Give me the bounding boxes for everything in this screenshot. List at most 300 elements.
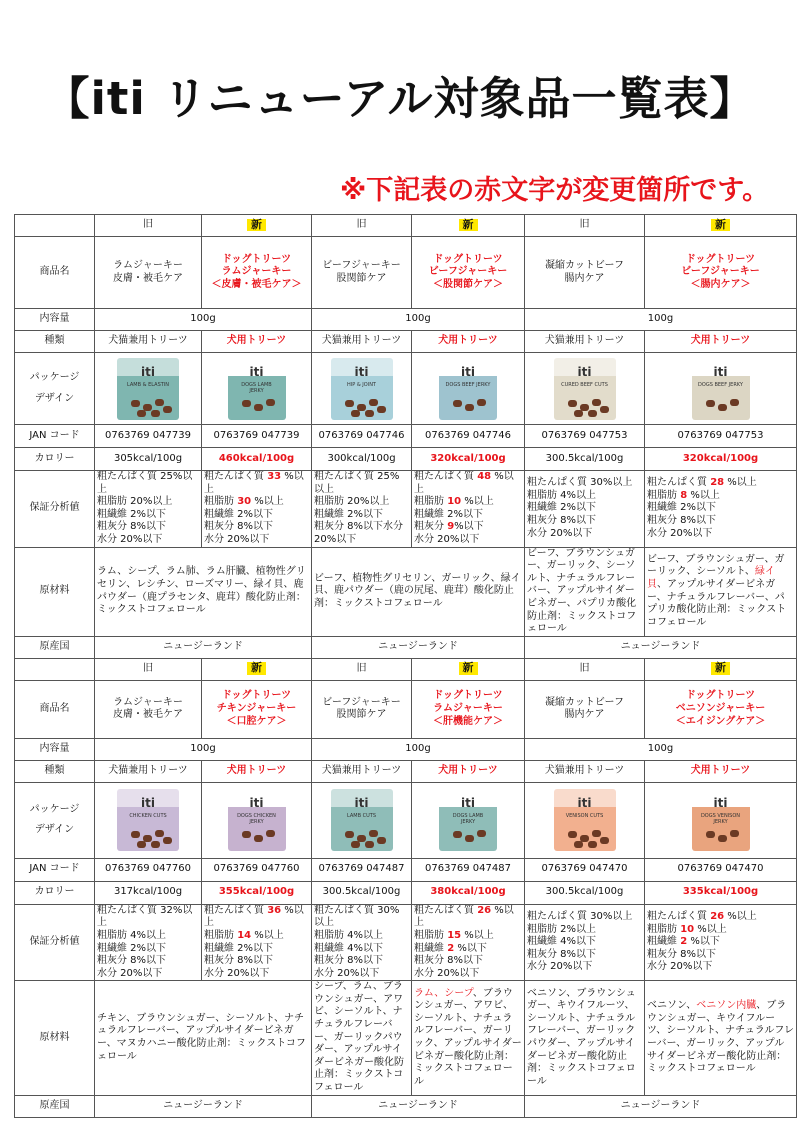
new-product-name <box>645 237 797 309</box>
package-image <box>692 358 750 420</box>
cell-text: ドッグトリーツ <box>433 253 503 265</box>
cell-text: ラムジャーキー <box>221 266 292 278</box>
cell-text: ラムジャーキー <box>113 259 183 271</box>
cell-text: 粗脂肪 20%以上 <box>97 496 173 508</box>
cell-text: 粗灰分 8%以下 <box>314 955 384 967</box>
cell-text: 粗脂肪 <box>647 489 681 501</box>
table-row <box>15 904 797 981</box>
old-analysis <box>525 904 645 981</box>
cell-text: 300.5kcal/100g <box>545 886 624 898</box>
table-row <box>15 1095 797 1117</box>
package-image <box>117 789 179 851</box>
cell-text: 犬猫兼用トリーツ <box>544 764 625 776</box>
cell-text: ベニソンジャーキー <box>675 702 766 714</box>
old-type <box>312 331 412 353</box>
new-calorie <box>202 881 312 904</box>
cell-text: 14 <box>237 929 252 941</box>
table-row <box>15 782 797 858</box>
new-tag: 新 <box>247 219 266 232</box>
cell-text: 300.5kcal/100g <box>545 452 624 464</box>
cell-text: ビーフジャーキー <box>322 259 401 271</box>
cell-text: 粗灰分 <box>414 521 448 533</box>
cell-text: 犬猫兼用トリーツ <box>108 335 188 347</box>
cell-text: ニュージーランド <box>620 1099 701 1111</box>
table-row <box>15 331 797 353</box>
cell-text: 粗繊維 4%以下 <box>527 936 597 948</box>
header-new <box>412 215 525 237</box>
cell-text: 100g <box>190 313 216 325</box>
table-row <box>15 471 797 548</box>
cell-text: %以上 <box>414 471 514 495</box>
cell-text: 0763769 047746 <box>318 429 405 441</box>
cell-text: 水分 20%以下 <box>204 967 270 979</box>
old-type <box>95 331 202 353</box>
cell-text: 種類 <box>44 335 65 347</box>
cell-text: 36 <box>267 904 282 916</box>
cell-text: 粗繊維 4%以下 <box>314 942 384 954</box>
header-new <box>412 658 525 680</box>
cell-text: ドッグトリーツ <box>685 253 756 265</box>
cell-text: 380kcal/100g <box>430 886 506 898</box>
old-type <box>95 760 202 782</box>
header-blank <box>15 215 95 237</box>
cell-text: 犬用トリーツ <box>690 335 751 347</box>
old-jan <box>525 858 645 881</box>
cell-text: 粗繊維 2%以下 <box>527 502 597 514</box>
cell-text: 原材料 <box>39 1031 70 1043</box>
cell-text: 水分 20%以下 <box>647 527 713 539</box>
cell-text: 100g <box>647 742 674 754</box>
table-row <box>15 738 797 760</box>
iti-logo: iti <box>713 364 728 379</box>
old-type <box>525 331 645 353</box>
cell-text: 腸内ケア <box>564 709 605 721</box>
cell-text: 粗たんぱく質 30%以上 <box>314 904 400 929</box>
cell-text: ニュージーランド <box>163 1099 243 1111</box>
cell-text: %以上 <box>251 929 284 941</box>
label-ingredients <box>15 981 95 1095</box>
package-label: DOGS VENISON JERKY <box>700 813 741 826</box>
cell-text: 粗灰分 8%以下 <box>97 955 167 967</box>
origin <box>525 636 797 658</box>
cell-text: 粗たんぱく質 30%以上 <box>527 477 633 489</box>
treat-icon <box>465 404 474 411</box>
cell-text: %以上 <box>724 477 757 489</box>
table-row <box>15 353 797 425</box>
cell-text: 凝縮カットビーフ <box>545 259 624 271</box>
treat-icon <box>365 410 374 417</box>
cell-text: 粗繊維 2%以下 <box>647 502 717 514</box>
cell-text: 粗繊維 2%以下 <box>97 508 167 520</box>
package-image <box>439 789 497 851</box>
origin <box>312 636 525 658</box>
cell-text: カロリー <box>34 452 75 464</box>
new-analysis <box>412 471 525 548</box>
treat-icon <box>600 837 609 844</box>
new-jan <box>412 858 525 881</box>
old-calorie <box>312 881 412 904</box>
cell-text: 粗たんぱく質 25%以上 <box>314 471 400 495</box>
label-jan <box>15 425 95 448</box>
table-row <box>15 215 797 237</box>
cell-text: 粗灰分 8%以下 <box>204 521 274 533</box>
treat-icon <box>254 835 263 842</box>
header-old <box>312 658 412 680</box>
package-label: DOGS BEEF JERKY <box>445 381 491 388</box>
treat-icon <box>151 841 160 848</box>
content-amount <box>525 738 797 760</box>
cell-text: 0763769 047470 <box>677 863 764 875</box>
package-label: DOGS BEEF JERKY <box>698 381 743 388</box>
cell-text: 粗繊維 2%以下 <box>204 508 274 520</box>
label-origin <box>15 636 95 658</box>
iti-logo: iti <box>249 796 264 811</box>
cell-text: %以上 <box>251 496 284 508</box>
cell-text: チキンジャーキー <box>216 702 297 714</box>
cell-text: 0763769 047739 <box>105 429 191 441</box>
cell-text: 10 <box>680 923 695 935</box>
package-label: LAMB CUTS <box>346 813 377 820</box>
cell-text: 、ブラウンシュガー、キウイフルーツ、シーソルト、ナチュラルフレーバー、ガーリック、アップルサイダービネガー酸化防止剤：ミックストコフェロール <box>647 1000 794 1075</box>
cell-text: 0763769 047487 <box>318 863 405 875</box>
cell-text: 460kcal/100g <box>218 452 295 464</box>
package-label: DOGS CHICKEN JERKY <box>237 813 276 826</box>
treat-icon <box>131 831 140 838</box>
treat-icon <box>266 399 275 406</box>
table-row <box>15 636 797 658</box>
cell-text: ビーフ、ブラウンシュガー、ガーリック、シーソルト、ナチュラルフレーバー、アップルサイダービネガー、パプリカ酸化防止剤：ミックストコフェロール <box>527 547 637 635</box>
old-product-name <box>525 680 645 738</box>
header-old <box>525 658 645 680</box>
cell-text: 水分 20%以下 <box>414 533 480 545</box>
iti-logo: iti <box>354 364 369 379</box>
treat-icon <box>163 837 172 844</box>
header-new <box>202 658 312 680</box>
cell-text: 商品名 <box>39 266 70 278</box>
cell-text: 粗灰分 8%以下水分 <box>314 521 404 533</box>
old-calorie <box>95 881 202 904</box>
new-package <box>645 353 797 425</box>
treat-icon <box>730 830 739 837</box>
cell-text: ビーフ、植物性グリセリン、ガーリック、緑イ貝、鹿パウダー（鹿の尻尾、鹿茸）酸化防止剤：ミックストコフェロール <box>314 572 521 609</box>
new-type <box>202 331 312 353</box>
cell-text: 0763769 047760 <box>213 863 300 875</box>
old-jan <box>525 425 645 448</box>
cell-text: ベニソン、 <box>647 1000 697 1012</box>
cell-text: シープ、ラム、ブラウンシュガー、アワビ、シーソルト、ナチュラルフレーバー、ガーリックパウダー、アップルサイダービネガー酸化防止剤：ミックストコフェロール <box>314 981 404 1094</box>
cell-text: %以上 <box>461 496 494 508</box>
old-package <box>525 353 645 425</box>
header-blank <box>15 658 95 680</box>
treat-icon <box>568 831 577 838</box>
cell-text: 犬猫兼用トリーツ <box>108 764 188 776</box>
old-jan <box>95 425 202 448</box>
table-row <box>15 658 797 680</box>
treat-icon <box>465 835 474 842</box>
treat-icon <box>588 410 597 417</box>
new-tag: 新 <box>711 219 730 232</box>
new-package <box>202 782 312 858</box>
cell-text: チキン、ブラウンシュガー、シーソルト、ナチュラルフレーバー、アップルサイダービネガー、マヌカハニー酸化防止剤：ミックストコフェロール <box>97 1012 306 1062</box>
content-amount <box>95 309 312 331</box>
cell-text: パッケージ <box>29 803 80 815</box>
new-package <box>412 353 525 425</box>
cell-text: 水分 20%以下 <box>527 961 593 973</box>
new-ingredients <box>412 981 525 1095</box>
cell-text: 300.5kcal/100g <box>322 886 401 898</box>
old-type <box>312 760 412 782</box>
cell-text: 粗灰分 8%以下 <box>97 521 167 533</box>
treat-icon <box>365 841 374 848</box>
cell-text: %以上 <box>204 904 304 929</box>
treat-icon <box>131 400 140 407</box>
cell-text: 粗たんぱく質 <box>647 911 711 923</box>
content-amount <box>525 309 797 331</box>
origin <box>95 1095 312 1117</box>
cell-text: 2 <box>447 942 455 954</box>
ingredients <box>95 981 312 1095</box>
old-product-name <box>95 680 202 738</box>
new-product-name <box>412 680 525 738</box>
old-product-name <box>312 680 412 738</box>
iti-logo: iti <box>249 364 264 379</box>
cell-text: 粗脂肪 4%以上 <box>527 489 597 501</box>
iti-logo: iti <box>577 364 592 379</box>
iti-logo: iti <box>577 796 592 811</box>
cell-text: 股関節ケア <box>336 272 387 284</box>
cell-text: 9 <box>447 521 455 533</box>
table-row <box>15 425 797 448</box>
table-row <box>15 881 797 904</box>
origin <box>525 1095 797 1117</box>
treat-icon <box>345 400 354 407</box>
cell-text: 原材料 <box>39 585 70 597</box>
cell-text: ＜エイジングケア＞ <box>675 715 766 727</box>
label-name <box>15 680 95 738</box>
cell-text: 粗繊維 <box>414 942 448 954</box>
old-package <box>95 353 202 425</box>
cell-text: ビーフ、ブラウンシュガー、ガーリック、シーソルト、 <box>647 553 785 578</box>
old-jan <box>95 858 202 881</box>
old-analysis <box>95 471 202 548</box>
new-product-name <box>202 237 312 309</box>
cell-text: 0763769 047470 <box>541 863 628 875</box>
cell-text: 48 <box>477 471 492 482</box>
treat-icon <box>266 830 275 837</box>
new-analysis <box>202 471 312 548</box>
cell-text: 粗灰分 8%以下 <box>204 955 274 967</box>
header-new <box>202 215 312 237</box>
cell-text: 保証分析値 <box>29 936 80 948</box>
cell-text: 犬用トリーツ <box>226 335 287 347</box>
iti-logo: iti <box>141 364 155 379</box>
package-label: VENISON CUTS <box>565 813 604 820</box>
cell-text: ＜肝機能ケア＞ <box>433 715 503 727</box>
cell-text: 原産国 <box>39 1099 70 1111</box>
package-image <box>331 358 393 420</box>
old-ingredients <box>525 981 645 1095</box>
cell-text: 0763769 047760 <box>105 863 191 875</box>
cell-text: 犬猫兼用トリーツ <box>321 335 402 347</box>
treat-icon <box>242 831 251 838</box>
package-image <box>554 789 616 851</box>
cell-text: 33 <box>267 471 282 482</box>
cell-text: 、ブラウンシュガー、アワビ、シーソルト、ナチュラルフレーバー、ガーリック、アップルサイダービネガー酸化防止剤：ミックストコフェロール <box>414 987 522 1087</box>
cell-text: 粗灰分 8%以下 <box>647 948 717 960</box>
cell-text: 317kcal/100g <box>113 886 183 898</box>
treat-icon <box>574 410 583 417</box>
cell-text: ＜腸内ケア＞ <box>690 278 751 290</box>
header-old <box>525 215 645 237</box>
cell-text: 粗繊維 2%以下 <box>204 942 274 954</box>
new-analysis <box>645 471 797 548</box>
treat-icon <box>242 400 251 407</box>
cell-text: 100g <box>405 742 431 754</box>
new-product-name <box>412 237 525 309</box>
new-type <box>202 760 312 782</box>
cell-text: 水分 20%以下 <box>204 533 270 545</box>
treat-icon <box>137 410 146 417</box>
treat-icon <box>730 399 739 406</box>
old-ingredients <box>525 547 645 636</box>
cell-text: パッケージ <box>29 371 80 383</box>
cell-text: ニュージーランド <box>378 1099 458 1111</box>
old-product-name <box>525 237 645 309</box>
cell-text: 商品名 <box>39 702 70 714</box>
treat-icon <box>588 841 597 848</box>
treat-icon <box>369 830 378 837</box>
package-image <box>117 358 179 420</box>
treat-icon <box>706 400 715 407</box>
cell-text: 凝縮カットビーフ <box>545 696 624 708</box>
cell-text: 犬用トリーツ <box>438 335 498 347</box>
cell-text: 0763769 047487 <box>425 863 511 875</box>
cell-text: 2 <box>680 936 688 948</box>
treat-icon <box>718 835 727 842</box>
package-image <box>331 789 393 851</box>
page-subtitle: ※下記表の赤文字が変更箇所です。 <box>340 175 770 206</box>
cell-text: ラム、シープ <box>414 987 473 999</box>
treat-icon <box>477 830 486 837</box>
treat-icon <box>706 831 715 838</box>
new-analysis <box>202 904 312 981</box>
new-analysis <box>645 904 797 981</box>
old-package <box>95 782 202 858</box>
treat-icon <box>155 399 164 406</box>
new-jan <box>202 425 312 448</box>
cell-text: JAN コード <box>29 429 80 441</box>
iti-logo: iti <box>461 364 475 379</box>
package-label: DOGS LAMB JERKY <box>241 381 272 394</box>
old-calorie <box>525 881 645 904</box>
cell-text: 粗たんぱく質 32%以上 <box>97 904 193 929</box>
label-jan <box>15 858 95 881</box>
cell-text: 100g <box>647 313 674 325</box>
cell-text: 粗脂肪 <box>414 496 448 508</box>
package-label: LAMB & ELASTIN <box>126 381 170 388</box>
treat-icon <box>477 399 486 406</box>
new-type <box>645 760 797 782</box>
label-name <box>15 237 95 309</box>
header-old <box>95 658 202 680</box>
cell-text: 粗脂肪 <box>647 923 681 935</box>
cell-text: 保証分析値 <box>29 502 80 514</box>
cell-text: 腸内ケア <box>564 272 605 284</box>
cell-text: ラムジャーキー <box>433 702 503 714</box>
old-ingredients <box>312 981 412 1095</box>
new-calorie <box>202 448 312 471</box>
table-row <box>15 237 797 309</box>
iti-logo: iti <box>354 796 369 811</box>
table-row <box>15 760 797 782</box>
cell-text: ＜股関節ケア＞ <box>433 278 503 290</box>
cell-text: 股関節ケア <box>336 709 387 721</box>
treat-icon <box>351 410 360 417</box>
label-content <box>15 738 95 760</box>
label-ingredients <box>15 547 95 636</box>
new-jan <box>412 425 525 448</box>
cell-text: %以上 <box>724 911 757 923</box>
old-label: 旧 <box>356 219 367 231</box>
new-product-name <box>645 680 797 738</box>
new-type <box>412 331 525 353</box>
content-amount <box>312 738 525 760</box>
cell-text: 粗脂肪 <box>204 929 238 941</box>
cell-text: 粗灰分 8%以下 <box>647 515 717 527</box>
label-package <box>15 353 95 425</box>
cell-text: 犬猫兼用トリーツ <box>321 764 402 776</box>
cell-text: ビーフジャーキー <box>681 266 760 278</box>
ingredients <box>95 547 312 636</box>
cell-text: デザイン <box>34 392 75 404</box>
cell-text: 30 <box>237 496 252 508</box>
cell-text: 水分 20%以下 <box>527 527 593 539</box>
new-package <box>202 353 312 425</box>
new-calorie <box>645 881 797 904</box>
origin <box>95 636 312 658</box>
new-analysis <box>412 904 525 981</box>
new-type <box>412 760 525 782</box>
old-calorie <box>95 448 202 471</box>
treat-icon <box>254 404 263 411</box>
cell-text: ビーフジャーキー <box>428 266 508 278</box>
cell-text: %以上 <box>694 923 727 935</box>
cell-text: 皮膚・被毛ケア <box>113 709 183 721</box>
cell-text: 種類 <box>44 764 65 776</box>
cell-text: ニュージーランド <box>163 640 243 652</box>
label-type <box>15 760 95 782</box>
treat-icon <box>137 841 146 848</box>
cell-text: 水分 20%以下 <box>414 967 480 979</box>
cell-text: 粗脂肪 4%以上 <box>314 929 384 941</box>
old-label: 旧 <box>143 219 153 231</box>
header-old <box>95 215 202 237</box>
cell-text: ニュージーランド <box>378 640 458 652</box>
new-tag: 新 <box>711 662 730 675</box>
cell-text: 10 <box>447 496 462 508</box>
cell-text: 粗脂肪 <box>204 496 238 508</box>
cell-text: カロリー <box>34 886 75 898</box>
cell-text: 0763769 047739 <box>213 429 300 441</box>
label-analysis <box>15 471 95 548</box>
cell-text: ラム、シープ、ラム肺、ラム肝臓、植物性グリセリン、レシチン、ローズマリー、緑イ貝、鹿パウダー（鹿プラセンタ、鹿茸）酸化防止剤：ミックストコフェロール <box>97 566 306 616</box>
cell-text: 粗たんぱく質 25%以上 <box>97 471 193 495</box>
old-jan <box>312 858 412 881</box>
label-calorie <box>15 448 95 471</box>
cell-text: 15 <box>447 929 462 941</box>
cell-text: 粗繊維 2%以下 <box>314 508 384 520</box>
iti-logo: iti <box>141 796 155 811</box>
